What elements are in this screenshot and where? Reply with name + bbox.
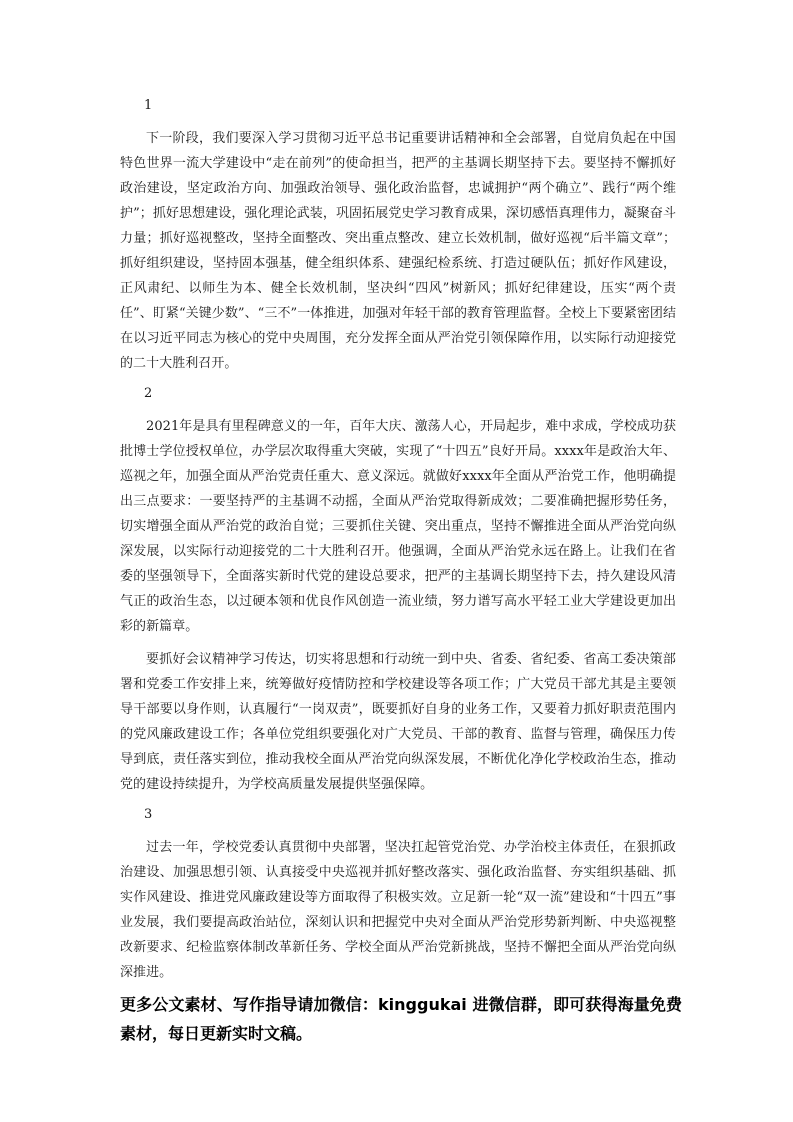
paragraph: 过去一年，学校党委认真贯彻中央部署，坚决扛起管党治党、办学治校主体责任，在狠抓政治建设、加强思想引领、认真接受中央巡视并抓好整改落实、强化政治监督、夯实组织基础、抓实作风建设、推进党风廉政建设等方面取得了积极实效。立足新一轮“双一流”建设和“十四五”事业发展，我们要提高政治站位，深刻认识和把握党中央对全面从严治党形势新判断、中央巡视整改新要求、纪检监察体制改革新任务、学校全面从严治党新挑战，坚持不懈把全面从严治党向纵深推进。 bbox=[120, 840, 676, 980]
section-number: 1 bbox=[144, 98, 153, 113]
paragraph: 要抓好会议精神学习传达，切实将思想和行动统一到中央、省委、省纪委、省高工委决策部署和党委工作安排上来，统筹做好疫情防控和学校建设等各项工作；广大党员干部尤其是主要领导干部要以身作则，认真履行“一岗双责”，既要抓好自身的业务工作，又要着力抓好职责范围内的党风廉政建设工作；各单位党组织要强化对广大党员、干部的教育、监督与管理，确保压力传导到底，责任落实到位，推动我校全面从严治党向纵深发展，不断优化净化学校政治生态，推动党的建设持续提升，为学校高质量发展提供坚强保障。 bbox=[120, 652, 676, 792]
paragraph: 2021年是具有里程碑意义的一年，百年大庆、激荡人心，开局起步，难中求成，学校成功获批博士学位授权单位，办学层次取得重大突破，实现了“十四五”良好开局。xxxx年是政治大年、巡视之年，加强全面从严治党责任重大、意义深远。就做好xxxx年全面从严治党工作，他明确提出三点要求：一要坚持严的主基调不动摇，全面从严治党取得新成效；二要准确把握形势任务，切实增强全面从严治党的政治自觉；三要抓住关键、突出重点，坚持不懈推进全面从严治党向纵深发展，以实际行动迎接党的二十大胜利召开。他强调，全面从严治党永远在路上。让我们在省委的坚强领导下，全面落实新时代党的建设总要求，把严的主基调长期坚持下去，持久建设风清气正的政治生态，以过硬本领和优良作风创造一流业绩，努力谱写高水平轻工业大学建设更加出彩的新篇章。 bbox=[120, 419, 676, 634]
section-number: 3 bbox=[144, 807, 153, 822]
promo-notice: 更多公文素材、写作指导请加微信：kinggukai 进微信群，即可获得海量免费素材，每日更新实时文稿。 bbox=[120, 995, 682, 1043]
section-number: 2 bbox=[144, 386, 153, 401]
document-body bbox=[120, 96, 676, 993]
paragraph: 下一阶段，我们要深入学习贯彻习近平总书记重要讲话精神和全会部署，自觉肩负起在中国特色世界一流大学建设中“走在前列”的使命担当，把严的主基调长期坚持下去。要坚持不懈抓好政治建设，坚定政治方向、加强政治领导、强化政治监督，忠诚拥护“两个确立”、践行“两个维护”；抓好思想建设，强化理论武装，巩固拓展党史学习教育成果，深切感悟真理伟力，凝聚奋斗力量；抓好巡视整改，坚持全面整改、突出重点整改、建立长效机制，做好巡视“后半篇文章”；抓好组织建设，坚持固本强基，健全组织体系、建强纪检系统、打造过硬队伍；抓好作风建设，正风肃纪、以师生为本、健全长效机制，坚决纠“四风”树新风；抓好纪律建设，压实“两个责任”、盯紧“关键少数”、“三不”一体推进，加强对年轻干部的教育管理监督。全校上下要紧密团结在以习近平同志为核心的党中央周围，充分发挥全面从严治党引领保障作用，以实际行动迎接党的二十大胜利召开。 bbox=[120, 131, 676, 371]
